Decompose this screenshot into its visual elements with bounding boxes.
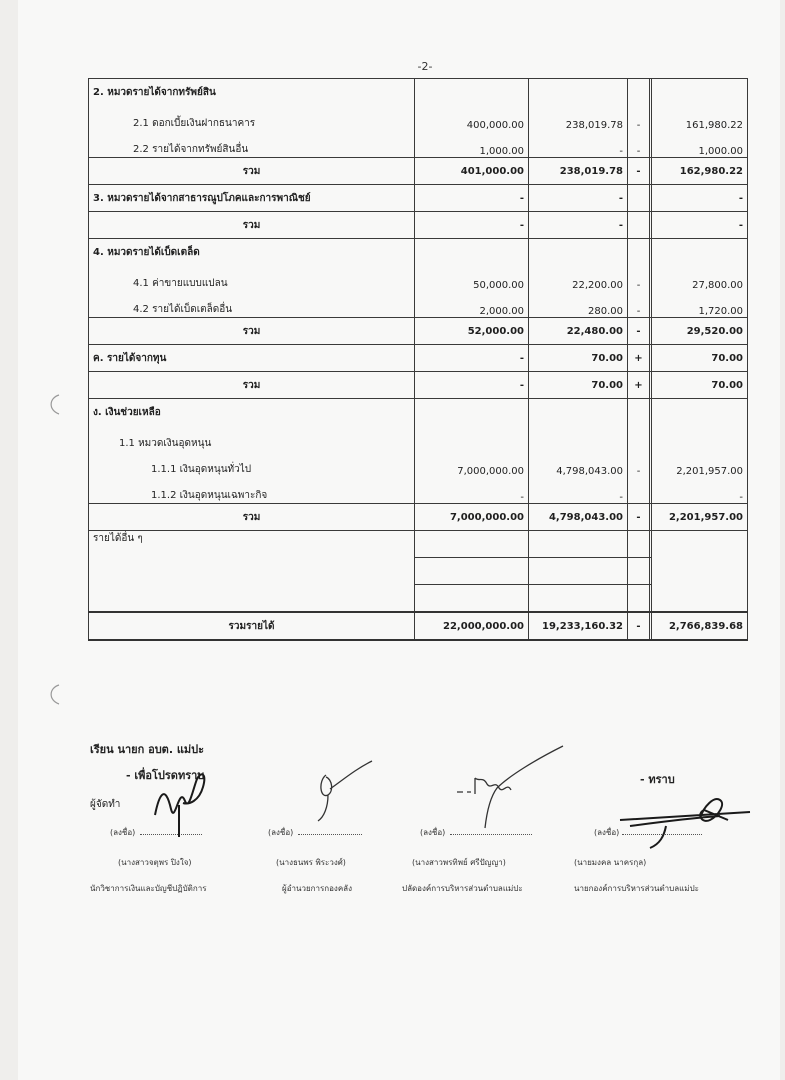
actual-cell: - [529, 477, 628, 504]
table-row [89, 504, 748, 531]
table-row [89, 372, 748, 399]
actual-cell [529, 531, 628, 558]
signer-4-prefix: (ลงชื่อ) [594, 828, 620, 837]
revenue-table [88, 78, 748, 641]
row-label: 1.1.2 เงินอุดหนุนเฉพาะกิจ [89, 477, 415, 504]
table-row [89, 531, 748, 558]
actual-cell: 280.00 [529, 291, 628, 318]
difference-cell [652, 239, 748, 266]
row-label: ค. รายได้จากทุน [89, 345, 415, 372]
signer-3-prefix: (ลงชื่อ) [420, 828, 446, 837]
table-row [89, 265, 748, 291]
difference-cell: 70.00 [652, 345, 748, 372]
row-label: 2. หมวดรายได้จากทรัพย์สิน [89, 79, 415, 106]
actual-cell [529, 79, 628, 106]
difference-cell: 161,980.22 [652, 105, 748, 131]
row-label: รวม [89, 372, 415, 399]
difference-cell [652, 585, 748, 613]
actual-cell [529, 558, 628, 585]
row-label: 4.1 ค่าขายแบบแปลน [89, 265, 415, 291]
signer-1-name: (นางสาวจตุพร ปิงใจ) [118, 858, 192, 867]
difference-cell [652, 425, 748, 451]
row-label: รวม [89, 318, 415, 345]
estimate-cell [415, 585, 529, 613]
table-row [89, 612, 748, 640]
actual-cell: 70.00 [529, 345, 628, 372]
estimate-cell: 52,000.00 [415, 318, 529, 345]
signer-2-position: ผู้อำนวยการกองคลัง [282, 884, 352, 893]
table-row [89, 185, 748, 212]
estimate-cell [415, 425, 529, 451]
difference-cell: - [652, 212, 748, 239]
actual-cell [529, 425, 628, 451]
difference-cell: - [652, 477, 748, 504]
row-label: ง. เงินช่วยเหลือ [89, 399, 415, 426]
memo-to: เรียน นายก อบต. แม่ปะ [90, 743, 205, 756]
table-row [89, 585, 748, 613]
signer-2-name: (นางธนพร พิระวงศ์) [276, 858, 346, 867]
table-row [89, 291, 748, 318]
table-row [89, 212, 748, 239]
signer-1-position: นักวิชาการเงินและบัญชีปฏิบัติการ [90, 884, 207, 893]
estimate-cell: 22,000,000.00 [415, 612, 529, 640]
row-label: รวมรายได้ [89, 612, 415, 640]
estimate-cell: 400,000.00 [415, 105, 529, 131]
estimate-cell: 401,000.00 [415, 158, 529, 185]
actual-cell: 22,200.00 [529, 265, 628, 291]
estimate-cell: 50,000.00 [415, 265, 529, 291]
sign-cell [628, 239, 650, 266]
memo-acknowledged: - ทราบ [640, 773, 675, 786]
row-label: 4. หมวดรายได้เบ็ดเตล็ด [89, 239, 415, 266]
signer-4-name: (นายมงคล นาครกุล) [574, 858, 647, 867]
table-row [89, 239, 748, 266]
sign-cell: - [628, 265, 650, 291]
table-row [89, 131, 748, 158]
row-label: 2.2 รายได้จากทรัพย์สินอื่น [89, 131, 415, 158]
sign-cell [628, 399, 650, 426]
sign-cell [628, 79, 650, 106]
table-row [89, 105, 748, 131]
row-label: รวม [89, 212, 415, 239]
table-row [89, 477, 748, 504]
estimate-cell: 1,000.00 [415, 131, 529, 158]
difference-cell: 70.00 [652, 372, 748, 399]
estimate-cell: 7,000,000.00 [415, 504, 529, 531]
estimate-cell: - [415, 372, 529, 399]
actual-cell: 70.00 [529, 372, 628, 399]
row-label: รวม [89, 158, 415, 185]
sign-cell: - [628, 318, 650, 345]
table-row [89, 425, 748, 451]
difference-cell: 2,201,957.00 [652, 451, 748, 477]
row-label: 1.1.1 เงินอุดหนุนทั่วไป [89, 451, 415, 477]
difference-cell [652, 79, 748, 106]
row-label: รายได้อื่น ๆ [89, 531, 415, 558]
row-label: รวม [89, 504, 415, 531]
actual-cell: - [529, 212, 628, 239]
row-label: 4.2 รายได้เบ็ดเตล็ดอื่น [89, 291, 415, 318]
sign-cell [628, 477, 650, 504]
row-label [89, 558, 415, 585]
row-label: 3. หมวดรายได้จากสาธารณูปโภคและการพาณิชย์ [89, 185, 415, 212]
actual-cell: - [529, 131, 628, 158]
sign-cell [628, 558, 650, 585]
difference-cell: 162,980.22 [652, 158, 748, 185]
signer-1-prefix: (ลงชื่อ) [110, 828, 136, 837]
revenue-table-body [89, 79, 748, 641]
difference-cell: 2,766,839.68 [652, 612, 748, 640]
difference-cell: 29,520.00 [652, 318, 748, 345]
sign-cell: - [628, 451, 650, 477]
difference-cell [652, 531, 748, 558]
margin-mark-icon [44, 682, 64, 708]
signer-3-position: ปลัดองค์การบริหารส่วนตำบลแม่ปะ [402, 884, 523, 893]
row-label [89, 585, 415, 613]
difference-cell: 27,800.00 [652, 265, 748, 291]
estimate-cell: 7,000,000.00 [415, 451, 529, 477]
table-row [89, 399, 748, 426]
sign-cell: - [628, 105, 650, 131]
estimate-cell: - [415, 345, 529, 372]
actual-cell: - [529, 185, 628, 212]
estimate-cell [415, 531, 529, 558]
difference-cell: 2,201,957.00 [652, 504, 748, 531]
margin-mark-icon [44, 392, 64, 418]
actual-cell: 22,480.00 [529, 318, 628, 345]
actual-cell: 4,798,043.00 [529, 451, 628, 477]
signer-3-name: (นางสาวพรทิพย์ ศรีปัญญา) [412, 858, 506, 867]
sign-cell [628, 531, 650, 558]
difference-cell [652, 399, 748, 426]
sign-cell [628, 585, 650, 613]
actual-cell: 19,233,160.32 [529, 612, 628, 640]
sign-cell: - [628, 504, 650, 531]
actual-cell: 238,019.78 [529, 158, 628, 185]
table-row [89, 345, 748, 372]
difference-cell: 1,000.00 [652, 131, 748, 158]
estimate-cell: - [415, 185, 529, 212]
page-number: -2- [417, 60, 433, 73]
sign-cell: + [628, 372, 650, 399]
actual-cell [529, 399, 628, 426]
estimate-cell: - [415, 212, 529, 239]
estimate-cell [415, 239, 529, 266]
estimate-cell: 2,000.00 [415, 291, 529, 318]
sign-cell [628, 212, 650, 239]
row-label: 1.1 หมวดเงินอุดหนุน [89, 425, 415, 451]
sign-cell [628, 185, 650, 212]
row-label: 2.1 ดอกเบี้ยเงินฝากธนาคาร [89, 105, 415, 131]
estimate-cell [415, 399, 529, 426]
table-row [89, 451, 748, 477]
table-row [89, 158, 748, 185]
sign-cell: - [628, 291, 650, 318]
sign-cell: - [628, 158, 650, 185]
actual-cell: 4,798,043.00 [529, 504, 628, 531]
table-row [89, 318, 748, 345]
actual-cell: 238,019.78 [529, 105, 628, 131]
actual-cell [529, 585, 628, 613]
table-row [89, 79, 748, 106]
sign-cell: - [628, 131, 650, 158]
estimate-cell [415, 558, 529, 585]
difference-cell: 1,720.00 [652, 291, 748, 318]
memo-please-note: - เพื่อโปรดทราบ [126, 769, 205, 782]
actual-cell [529, 239, 628, 266]
difference-cell: - [652, 185, 748, 212]
difference-cell [652, 558, 748, 585]
sign-cell [628, 425, 650, 451]
estimate-cell [415, 79, 529, 106]
signer-2-prefix: (ลงชื่อ) [268, 828, 294, 837]
signer-4-position: นายกองค์การบริหารส่วนตำบลแม่ปะ [574, 884, 699, 893]
preparer-label: ผู้จัดทำ [90, 799, 121, 810]
sign-cell: - [628, 612, 650, 640]
estimate-cell: - [415, 477, 529, 504]
sign-cell: + [628, 345, 650, 372]
table-row [89, 558, 748, 585]
